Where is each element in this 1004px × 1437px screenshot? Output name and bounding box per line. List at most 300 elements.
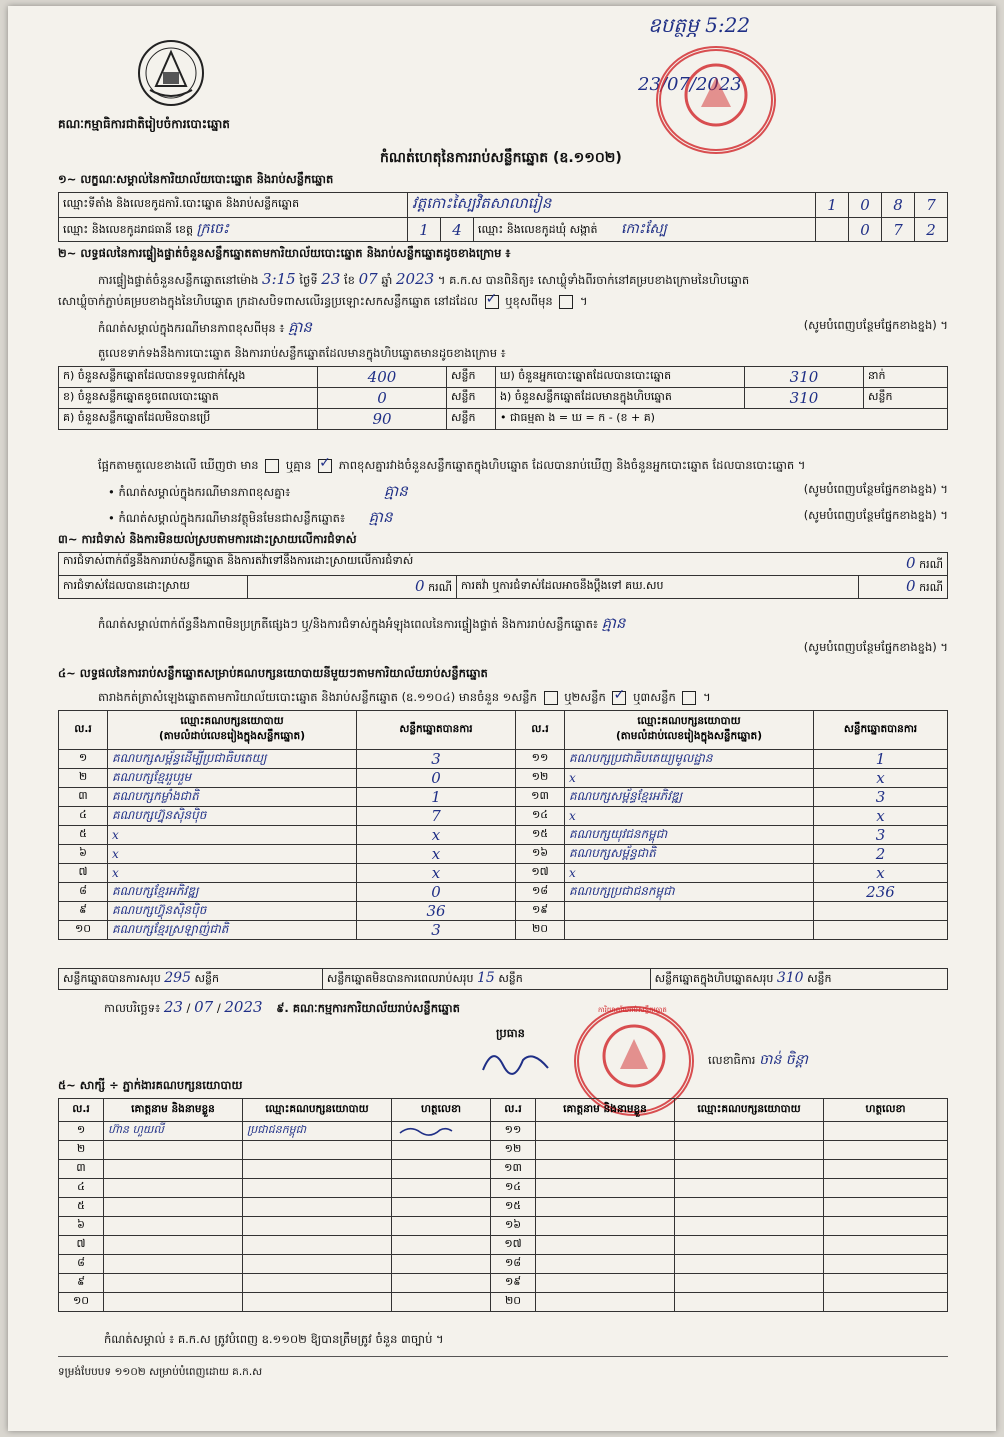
party-votes: x: [357, 864, 516, 883]
verify-text-c: ខែ: [344, 273, 355, 287]
witness-table: [58, 1098, 948, 1312]
witness-name: [536, 1179, 675, 1198]
footnote: កំណត់សម្គាល់ ៖ គ.ក.ស ត្រូវបំពេញ ឧ.១១០២ ឱ្យបានត្រឹមត្រូវ ចំនួន ៣ច្បាប់ ។: [104, 1332, 444, 1346]
party-name: គណបក្សខ្មែររួបរួម: [108, 769, 357, 788]
diff-note-label: កំណត់សម្គាល់ក្នុងករណីមានភាពខុសពីមុន ៖: [98, 321, 285, 335]
witness-row: [59, 1236, 948, 1255]
count-e-unit: សន្លឹក: [864, 388, 948, 409]
party-votes: [814, 921, 948, 940]
witness-signature: [824, 1122, 948, 1141]
witness-name: ហ៊ាន ហួយលី: [104, 1122, 243, 1141]
date-day: 23: [163, 998, 183, 1016]
witness-signature: [392, 1122, 491, 1141]
witness-no: ៧: [59, 1236, 104, 1255]
party-name: គណបក្សប្រជាជនកម្ពុជា: [565, 883, 814, 902]
station-code-2: 0: [849, 193, 882, 218]
witness-row: [59, 1141, 948, 1160]
results-table: [58, 710, 948, 940]
row-no: ៦: [59, 845, 108, 864]
witness-party: [243, 1198, 392, 1217]
witness-party: [675, 1236, 824, 1255]
party-name: x: [108, 826, 357, 845]
row-no: ២: [59, 769, 108, 788]
row-no: ២០: [516, 921, 565, 940]
witness-row: [59, 1274, 948, 1293]
witness-party: [675, 1179, 824, 1198]
row-no: ៧: [59, 864, 108, 883]
witness-no: ១៩: [491, 1274, 536, 1293]
appeal-unit: ករណី: [919, 581, 943, 594]
nec-emblem-icon: [136, 38, 206, 108]
witness-signature: [824, 1198, 948, 1217]
witness-signature: [824, 1293, 948, 1312]
witness-name: [536, 1141, 675, 1160]
witness-name: [536, 1236, 675, 1255]
witness-row: [59, 1179, 948, 1198]
verify-text-b: ថ្ងៃទី: [299, 273, 318, 287]
witness-party: [243, 1160, 392, 1179]
total-box-value: 310: [776, 970, 804, 986]
party-votes: x: [357, 826, 516, 845]
witness-name: [104, 1198, 243, 1217]
total-invalid-label: សន្លឹកឆ្នោតមិនបានការពេលរាប់សរុប: [326, 972, 474, 985]
count-b-label: ខ) ចំនួនសន្លឹកឆ្នោតខូចពេលបោះឆ្នោត: [59, 388, 318, 409]
diff-note-hint: (សូមបំពេញបន្ថែមផ្នែកខាងខ្នង) ។: [803, 318, 948, 332]
witness-row: [59, 1293, 948, 1312]
station-name: វត្តកោះស្បៃវិតសាលារៀន: [408, 193, 816, 218]
verify-line-1: [98, 270, 749, 290]
row-no: ១៣: [516, 788, 565, 807]
col-no-left: ល.រ: [59, 711, 108, 750]
witness-no: ១: [59, 1122, 104, 1141]
witness-party: [675, 1122, 824, 1141]
party-votes: x: [814, 864, 948, 883]
col-party-left-title: ឈ្មោះគណបក្សនយោបាយ: [180, 715, 284, 727]
divider: [58, 1356, 948, 1357]
count-formula: • ជាធម្មតា ង = ឃ = ក - (ខ + គ): [496, 409, 948, 430]
party-name: [565, 921, 814, 940]
row-no: ១៧: [516, 864, 565, 883]
witness-no: ៩: [59, 1274, 104, 1293]
col-party-left: [108, 711, 357, 750]
party-name: x: [108, 845, 357, 864]
witness-party: [243, 1179, 392, 1198]
row-no: ១៩: [516, 902, 565, 921]
witness-no: ៤: [59, 1179, 104, 1198]
verify-text-d: ឆ្នាំ: [381, 273, 393, 287]
witness-name: [104, 1236, 243, 1255]
witness-signature: [824, 1141, 948, 1160]
section2-heading: ២~ លទ្ធផលនៃការផ្ទៀងផ្ទាត់ចំនួនសន្លឹកឆ្នោតតាមការិយាល័យបោះឆ្នោត និងរាប់សន្លឹកឆ្នោតដូចខាងក្រោម ៖: [58, 246, 511, 260]
appeal-cell: [859, 576, 948, 599]
form-note: ទម្រង់បែបបទ ១១០២ សម្រាប់បំពេញដោយ គ.ក.ស: [58, 1366, 263, 1378]
row-no: ១៤: [516, 807, 565, 826]
witness-no: ១៨: [491, 1255, 536, 1274]
verify-month: 07: [358, 270, 378, 288]
verify-line2-text: សោឃ្លុំចាក់ភ្ជាប់គម្របខាងក្នុងនៃហិបឆ្នោត ក្រដាសបិទពាសលើរន្ធប្រឡោះសកសន្លឹកឆ្នោត នៅដដែល: [58, 294, 478, 308]
col-party-left-sub: (តាមលំដាប់លេខរៀងក្នុងសន្លឹកឆ្នោត): [158, 730, 306, 742]
witness-no: ១១: [491, 1122, 536, 1141]
resolved-cell: [248, 576, 457, 599]
party-votes: 36: [357, 902, 516, 921]
witness-signature: [392, 1217, 491, 1236]
commune-code-1: 0: [849, 218, 882, 242]
total-valid-label: សន្លឹកឆ្នោតបានការសរុប: [63, 972, 161, 985]
total-valid-value: 295: [164, 970, 191, 986]
witness-party: [243, 1141, 392, 1160]
party-votes: x: [357, 845, 516, 864]
bullet2-value: គ្មាន: [368, 508, 393, 526]
date-line: កាលបរិច្ឆេទ៖ 23 / 07 / 2023 ៩. គណៈកម្មការការិយាល័យរាប់សន្លឹកឆ្នោត: [104, 998, 460, 1016]
province-label: [59, 218, 408, 242]
witness-party: [243, 1274, 392, 1293]
witness-row: [59, 1122, 948, 1141]
witness-name: [536, 1122, 675, 1141]
party-name: x: [565, 769, 814, 788]
count-d-label: ឃ) ចំនួនអ្នកបោះឆ្នោតដែលបានបោះឆ្នោត: [496, 367, 745, 388]
no-diff-checkbox[interactable]: [318, 459, 332, 473]
party-name: គណបក្សខ្មែរស្រឡាញ់ជាតិ: [108, 921, 357, 940]
witness-party: [243, 1255, 392, 1274]
resolved-unit: ករណី: [428, 581, 452, 594]
objection-row1-value: 0: [906, 554, 916, 572]
count-c-value: 90: [318, 409, 447, 430]
objection-row1: [59, 553, 948, 576]
bullet1-hint: (សូមបំពេញបន្ថែមផ្នែកខាងខ្នង) ។: [803, 482, 948, 496]
irregularity-hint: (សូមបំពេញបន្ថែមផ្នែកខាងខ្នង) ។: [803, 640, 948, 654]
sheets-intro: តារាងកត់ត្រាសំឡេងឆ្នោតតាមការិយាល័យបោះឆ្នោត និងរាប់សន្លឹកឆ្នោត (ឧ.១១០៤) មានចំនួន ១សន្លឹក: [98, 690, 537, 704]
total-box-label: សន្លឹកឆ្នោតក្នុងហិបឆ្នោតសរុប: [654, 972, 774, 985]
witness-party: [675, 1293, 824, 1312]
sheets-three-checkbox[interactable]: [682, 691, 696, 705]
total-box-cell: [650, 969, 947, 990]
date-year: 2023: [224, 998, 263, 1016]
committee-label: ៩. គណៈកម្មការការិយាល័យរាប់សន្លឹកឆ្នោត: [276, 1001, 460, 1015]
col-votes-left: សន្លឹកឆ្នោតបានការ: [357, 711, 516, 750]
objection-table: [58, 552, 948, 599]
party-votes: 0: [357, 769, 516, 788]
row-no: ១: [59, 750, 108, 769]
verify-text-e: ។ គ.ក.ស បានពិនិត្យ៖ សោឃ្លុំទាំងពីរចាក់នៅគម្របខាងក្រោមនៃហិបឆ្នោត: [437, 273, 750, 287]
party-name: x: [565, 864, 814, 883]
witness-name: [536, 1255, 675, 1274]
witness-party: [675, 1141, 824, 1160]
committee-stamp-text: ការិយាល័យរាប់សន្លឹកឆ្នោត: [598, 1006, 667, 1014]
col-no-right: ល.រ: [516, 711, 565, 750]
count-a-label: ក) ចំនួនសន្លឹកឆ្នោតដែលបានទទួលជាក់ស្តែង: [59, 367, 318, 388]
total-valid-unit: សន្លឹក: [194, 972, 219, 985]
bullet1-value: គ្មាន: [383, 482, 408, 500]
witness-no: ៣: [59, 1160, 104, 1179]
count-c-unit: សន្លឹក: [447, 409, 496, 430]
total-invalid-unit: សន្លឹក: [498, 972, 523, 985]
commune-label: ឈ្មោះ និងលេខកូដឃុំ សង្កាត់: [478, 223, 598, 236]
count-e-value: 310: [745, 388, 864, 409]
w-col-sign-left: ហត្ថលេខា: [392, 1099, 491, 1122]
station-table: [58, 192, 948, 242]
total-valid-cell: [59, 969, 323, 990]
witness-party: [675, 1160, 824, 1179]
commune-code-2: 7: [882, 218, 915, 242]
station-code-4: 7: [915, 193, 948, 218]
w-col-party-left: ឈ្មោះគណបក្សនយោបាយ: [243, 1099, 392, 1122]
count-a-value: 400: [318, 367, 447, 388]
appeal-value: 0: [906, 577, 916, 595]
witness-row: [59, 1217, 948, 1236]
section1-heading: ១~ លក្ខណៈសម្គាល់នៃការិយាល័យបោះឆ្នោត និងរាប់សន្លឹកឆ្នោត: [58, 172, 334, 186]
counts-intro: តួលេខទាក់ទងនឹងការបោះឆ្នោត និងការរាប់សន្លឹកឆ្នោតដែលមានក្នុងហិបឆ្នោតមានដូចខាងក្រោម ៖: [98, 346, 506, 360]
party-votes: 3: [814, 826, 948, 845]
sheets-two-checkbox[interactable]: [612, 691, 626, 705]
party-name: គណបក្សហ៊្វុនស៊ិនប៉ិច: [108, 902, 357, 921]
w-col-no-left: ល.រ: [59, 1099, 104, 1122]
witness-signature: [824, 1179, 948, 1198]
discrepancy-text-a: ផ្អែកតាមតួលេខខាងលើ ឃើញថា មាន: [98, 458, 259, 472]
party-votes: [814, 902, 948, 921]
witness-signature: [392, 1179, 491, 1198]
party-name: គណបក្សសម្ព័ន្ធដើម្បីប្រជាធិបតេយ្យ: [108, 750, 357, 769]
verify-time: 3:15: [262, 270, 296, 288]
party-name: គណបក្សហ្វ៊ុនស៊ិនប៉ិច: [108, 807, 357, 826]
w-col-sign-right: ហត្ថលេខា: [824, 1099, 948, 1122]
row-no: ១៨: [516, 883, 565, 902]
row-no: ៩: [59, 902, 108, 921]
witness-signature: [824, 1255, 948, 1274]
commune-cell: [474, 218, 816, 242]
diff-checkbox[interactable]: [559, 295, 573, 309]
commune-code-3: 2: [915, 218, 948, 242]
witness-row: [59, 1198, 948, 1217]
row-no: ១២: [516, 769, 565, 788]
witness-party: [675, 1255, 824, 1274]
witness-name: [536, 1293, 675, 1312]
row-no: ៣: [59, 788, 108, 807]
party-name: x: [565, 807, 814, 826]
witness-signature: [392, 1293, 491, 1312]
party-votes: 1: [357, 788, 516, 807]
row-no: ៥: [59, 826, 108, 845]
verify-day: 23: [321, 270, 341, 288]
discrepancy-text-c: ភាពខុសគ្នារវាងចំនួនសន្លឹកឆ្នោតក្នុងហិបឆ្នោត ដែលបានរាប់ឃើញ និងចំនួនអ្នកបោះឆ្នោត ដែលបានបោះឆ្នោត ។: [338, 458, 806, 472]
party-name: គណបក្សកម្លាំងជាតិ: [108, 788, 357, 807]
witness-no: ១៥: [491, 1198, 536, 1217]
count-c-label: គ) ចំនួនសន្លឹកឆ្នោតដែលមិនបានប្រើ: [59, 409, 318, 430]
results-row: [59, 921, 948, 940]
party-votes: x: [814, 807, 948, 826]
resolved-label: ការជំទាស់ដែលបានដោះស្រាយ: [59, 576, 248, 599]
counts-table: [58, 366, 948, 430]
party-votes: 3: [357, 921, 516, 940]
w-col-name-left: គោត្តនាម និងនាមខ្លួន: [104, 1099, 243, 1122]
witness-name: [536, 1198, 675, 1217]
results-row: [59, 750, 948, 769]
witness-name: [104, 1217, 243, 1236]
sheets-three-label: ឬ៣សន្លឹក: [633, 690, 676, 704]
commune-name: កោះស្បែ: [621, 221, 667, 237]
count-e-label: ង) ចំនួនសន្លឹកឆ្នោតដែលមានក្នុងហិបឆ្នោត: [496, 388, 745, 409]
witness-name: [104, 1255, 243, 1274]
witness-signature: [392, 1274, 491, 1293]
bullet2-hint: (សូមបំពេញបន្ថែមផ្នែកខាងខ្នង) ។: [803, 508, 948, 522]
witness-no: ១៦: [491, 1217, 536, 1236]
col-party-right-title: ឈ្មោះគណបក្សនយោបាយ: [637, 715, 741, 727]
party-votes: x: [814, 769, 948, 788]
witness-signature: [824, 1160, 948, 1179]
witness-no: ១៤: [491, 1179, 536, 1198]
witness-party: [243, 1293, 392, 1312]
party-name: គណបក្សខ្មែរអភិវឌ្ឍ: [108, 883, 357, 902]
witness-signature: [392, 1236, 491, 1255]
objection-row1-label: ការជំទាស់ពាក់ព័ន្ធនឹងការរាប់សន្លឹកឆ្នោត និងការតវ៉ាទៅនឹងការដោះស្រាយលើការជំទាស់: [63, 554, 414, 567]
irregularity-note: [98, 614, 625, 636]
witness-name: [536, 1217, 675, 1236]
witness-no: ៥: [59, 1198, 104, 1217]
top-date: 23/07/2023: [638, 74, 742, 95]
witness-name: [104, 1293, 243, 1312]
witness-name: [104, 1141, 243, 1160]
province-label-text: ឈ្មោះ និងលេខកូដរាជធានី ខេត្ត: [63, 223, 193, 236]
w-col-party-right: ឈ្មោះគណបក្សនយោបាយ: [675, 1099, 824, 1122]
party-votes: 2: [814, 845, 948, 864]
col-votes-right: សន្លឹកឆ្នោតបានការ: [814, 711, 948, 750]
section5-heading: ៥~ សាក្សី ÷ ភ្នាក់ងារគណបក្សនយោបាយ: [58, 1078, 243, 1092]
party-votes: 0: [357, 883, 516, 902]
bullet1-label: • កំណត់សម្គាល់ក្នុងករណីមានភាពខុសគ្នា៖: [108, 485, 291, 499]
total-invalid-value: 15: [476, 970, 495, 986]
party-votes: 3: [357, 750, 516, 769]
results-row: [59, 769, 948, 788]
count-b-unit: សន្លឹក: [447, 388, 496, 409]
w-col-name-right: គោត្តនាម និងនាមខ្លួន: [536, 1099, 675, 1122]
date-month: 07: [194, 998, 214, 1016]
witness-name: [536, 1160, 675, 1179]
witness-no: ១២: [491, 1141, 536, 1160]
totals-table: [58, 968, 948, 990]
date-label: កាលបរិច្ឆេទ៖: [104, 1001, 161, 1015]
witness-signature: [392, 1255, 491, 1274]
witness-party: ប្រជាជនកម្ពុជា: [243, 1122, 392, 1141]
witness-signature: [824, 1217, 948, 1236]
results-row: [59, 902, 948, 921]
row-no: ៤: [59, 807, 108, 826]
witness-row: [59, 1255, 948, 1274]
station-code-1: 1: [816, 193, 849, 218]
secretary-line: [708, 1050, 808, 1071]
witness-signature: [824, 1274, 948, 1293]
total-invalid-cell: [322, 969, 650, 990]
witness-row: [59, 1160, 948, 1179]
form-sheet: [8, 6, 996, 1431]
resolved-value: 0: [415, 577, 425, 595]
results-row: [59, 788, 948, 807]
witness-signature-mark: [396, 1123, 456, 1137]
count-d-value: 310: [745, 367, 864, 388]
top-stamp: [656, 46, 776, 154]
section4-heading: ៤~ លទ្ធផលនៃការរាប់សន្លឹកឆ្នោតសម្រាប់គណបក្សនយោបាយនីមួយៗតាមការិយាល័យរាប់សន្លឹកឆ្នោត: [58, 666, 488, 680]
commune-code-blank: [816, 218, 849, 242]
party-votes: 1: [814, 750, 948, 769]
witness-no: ២: [59, 1141, 104, 1160]
witness-signature: [392, 1198, 491, 1217]
witness-no: ៦: [59, 1217, 104, 1236]
results-row: [59, 864, 948, 883]
discrepancy-text-b: ឬគ្មាន: [285, 458, 312, 472]
irregularity-value: គ្មាន: [601, 614, 626, 632]
station-code-3: 8: [882, 193, 915, 218]
results-row: [59, 826, 948, 845]
party-name: [565, 902, 814, 921]
top-note: ឧបត្ថម្ភ 5:22: [648, 13, 751, 37]
total-box-unit: សន្លឹក: [807, 972, 832, 985]
sheets-one-checkbox[interactable]: [544, 691, 558, 705]
diff-note-value: គ្មាន: [288, 318, 312, 336]
bullet2-line: [108, 508, 948, 530]
party-votes: 236: [814, 883, 948, 902]
row-no: ១១: [516, 750, 565, 769]
diff-label: ឬខុសពីមុន: [505, 294, 553, 308]
bullet1-line: [108, 482, 948, 504]
witness-no: ១០: [59, 1293, 104, 1312]
witness-party: [675, 1217, 824, 1236]
discrepancy-line: [98, 458, 805, 475]
row-no: ១៦: [516, 845, 565, 864]
row-no: ១៥: [516, 826, 565, 845]
party-name: គណបក្សសម្ព័ន្ធជាតិ: [565, 845, 814, 864]
count-d-unit: នាក់: [864, 367, 948, 388]
witness-party: [243, 1236, 392, 1255]
has-diff-checkbox[interactable]: [265, 459, 279, 473]
results-row: [59, 807, 948, 826]
witness-name: [536, 1274, 675, 1293]
witness-no: ២០: [491, 1293, 536, 1312]
province-code-1: 1: [408, 218, 441, 242]
witness-party: [675, 1198, 824, 1217]
same-checkbox[interactable]: [485, 295, 499, 309]
appeal-label: ការតវ៉ា ឬការជំទាស់ដែលអាចនឹងប្តឹងទៅ គឃ.សប: [457, 576, 859, 599]
witness-party: [243, 1217, 392, 1236]
irregularity-label: កំណត់សម្គាល់ពាក់ព័ន្ធនឹងភាពមិនប្រក្រតីផ្សេងៗ ឬ/និងការជំទាស់ក្នុងអំឡុងពេលនៃការផ្ទៀងផ្ទាត់ និងការរាប់សន្លឹកឆ្នោត៖: [98, 617, 598, 631]
results-row: [59, 845, 948, 864]
party-votes: 7: [357, 807, 516, 826]
witness-name: [104, 1160, 243, 1179]
witness-name: [104, 1274, 243, 1293]
witness-no: ៨: [59, 1255, 104, 1274]
chair-signature: [478, 1040, 558, 1080]
row-no: ១០: [59, 921, 108, 940]
secretary-label: លេខាធិការ: [708, 1053, 756, 1067]
witness-signature: [392, 1141, 491, 1160]
sheets-line: តារាងកត់ត្រាសំឡេងឆ្នោតតាមការិយាល័យបោះឆ្នោត និងរាប់សន្លឹកឆ្នោត (ឧ.១១០៤) មានចំនួន ១សន្លឹក ឬ២សន្លឹក ✓ ឬ៣សន្លឹក ។: [98, 690, 711, 707]
verify-text-a: ការផ្ទៀងផ្ទាត់ចំនួនសន្លឹកឆ្នោតនៅម៉ោង: [98, 273, 259, 287]
sheets-two-label: ឬ២សន្លឹក: [564, 690, 606, 704]
party-name: គណបក្សសម្ព័ន្ធខ្មែរអភិវឌ្ឍ: [565, 788, 814, 807]
count-a-unit: សន្លឹក: [447, 367, 496, 388]
verify-year: 2023: [396, 270, 435, 288]
form-title: កំណត់ហេតុនៃការរាប់សន្លឹកឆ្នោត (ឧ.១១០២): [380, 150, 622, 166]
results-row: [59, 883, 948, 902]
witness-signature: [824, 1236, 948, 1255]
province-name: ក្រចេះ: [196, 221, 230, 237]
witness-signature: [392, 1160, 491, 1179]
w-col-no-right: ល.រ: [491, 1099, 536, 1122]
col-party-right: [565, 711, 814, 750]
station-label: ឈ្មោះទីតាំង និងលេខកូដការិ.បោះឆ្នោត និងរាប់សន្លឹកឆ្នោត: [59, 193, 408, 218]
col-party-right-sub: (តាមលំដាប់លេខរៀងក្នុងសន្លឹកឆ្នោត): [615, 730, 763, 742]
chair-label: ប្រធាន: [496, 1026, 525, 1040]
committee-name: គណៈកម្មាធិការជាតិរៀបចំការបោះឆ្នោត: [58, 117, 230, 131]
secretary-name: ចាន់ ចិន្តា: [759, 1052, 808, 1068]
diff-note-line: [98, 318, 948, 340]
